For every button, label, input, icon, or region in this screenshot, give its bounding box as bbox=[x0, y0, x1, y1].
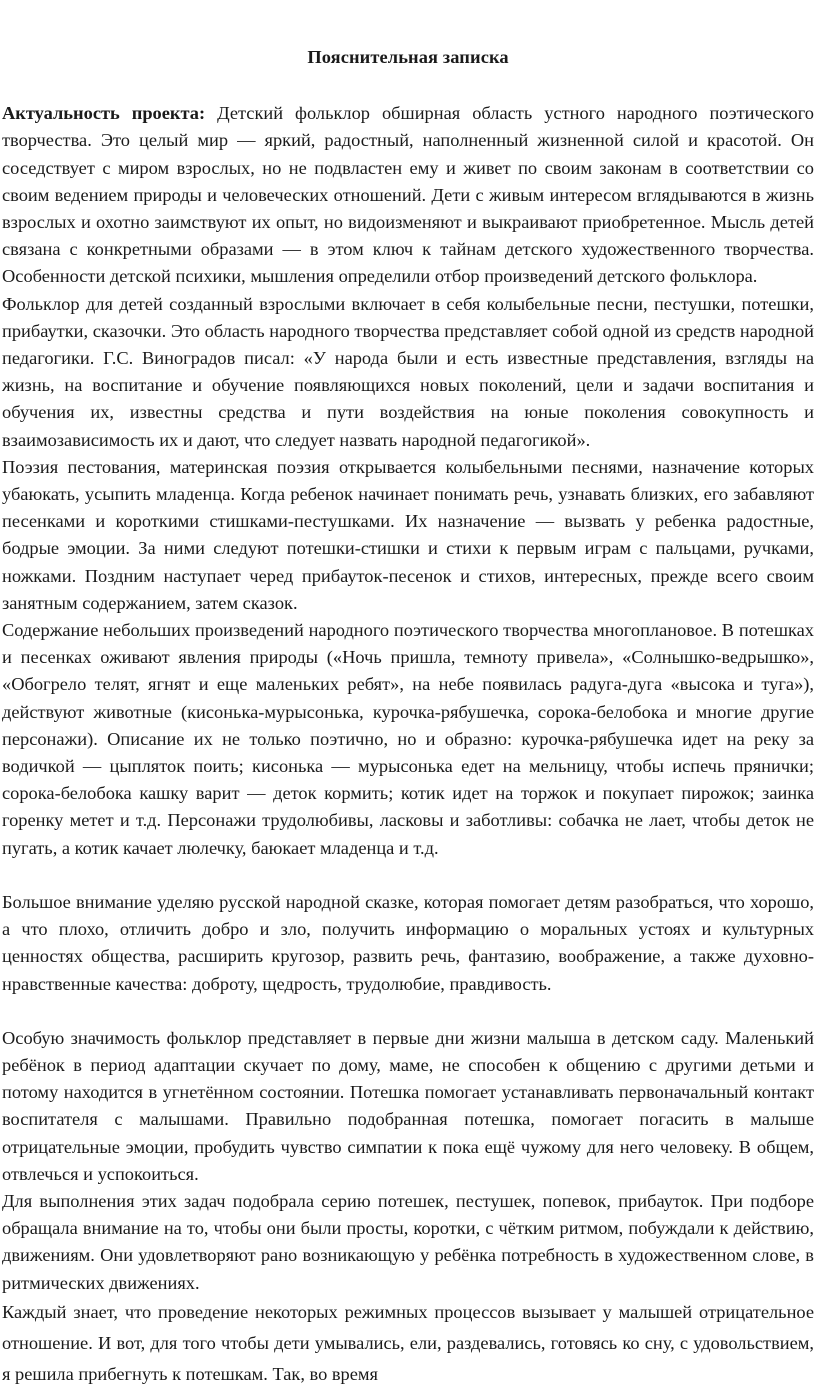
paragraph-relevance bbox=[2, 100, 814, 290]
paragraph-folklore-for-children: Фольклор для детей созданный взрослыми включает в себя колыбельные песни, пестушки, потешки, прибаутки, сказочки. Это область народного творчества представляет собой одной из средств народной педагогики. Г.С. Виноградов писал: «У народа были и есть известные представления, взгляды на жизнь, на воспитание и обучение появляющихся новых поколений, цели и задачи воспитания и обучения их, известны средства и пути воздействия на юные поколения совокупность и взаимозависимость их и дают, что следует назвать народной педагогикой». bbox=[2, 293, 814, 450]
paragraph-adaptation: Особую значимость фольклор представляет в первые дни жизни малыша в детском саду. Маленький ребёнок в период адаптации скучает по дому, маме, не способен к общению с другими детьми и потому находится в угнетённом состоянии. Потешка помогает устанавливать первоначальный контакт воспитателя с малышами. Правильно подобранная потешка, помогает погасить в малыше отрицательные эмоции, пробудить чувство симпатии к пока ещё чужому для него человеку. В общем, отвлечься и успокоиться. bbox=[2, 1027, 814, 1184]
lead-label: Актуальность проекта: bbox=[2, 103, 206, 124]
paragraph-text: Детский фольклор обширная область устного народного поэтического творчества. Это целый мир — яркий, радостный, наполненный жизненной силой и красотой. Он соседствует с миром взрослых, но не подвластен ему и живет по своим законам в соответствии со своим ведением природы и человеческих отношений. Дети с живым интересом вглядываются в жизнь взрослых и охотно заимствуют их опыт, но видоизменяют и выкраивают приобретенное. Мысль детей связана с конкретными образами — в этом ключ к тайнам детского художественного творчества. Особенности детской психики, мышления определили отбор произведений детского фольклора. bbox=[2, 103, 814, 287]
paragraph-nursing-poetry: Поэзия пестования, материнская поэзия открывается колыбельными песнями, назначение которых убаюкать, усыпить младенца. Когда ребенок начинает понимать речь, узнавать близких, его забавляют песенками и короткими стишками-пестушками. Их назначение — вызвать у ребенка радостные, бодрые эмоции. За ними следуют потешки-стишки и стихи к первым играм с пальцами, ручками, ножками. Поздним наступает черед прибауток-песенок и стихов, интересных, прежде всего своим занятным содержанием, затем сказок. bbox=[2, 456, 814, 613]
paragraph-routine: Каждый знает, что проведение некоторых режимных процессов вызывает у малышей отрицательное отношение. И вот, для того чтобы дети умывались, ели, раздевались, готовясь ко сну, с удовольствием, я решила прибегнуть к потешкам. Так, во время bbox=[2, 1301, 814, 1384]
paragraph-fairy-tale: Большое внимание уделяю русской народной сказке, которая помогает детям разобраться, что хорошо, а что плохо, отличить добро и зло, получить информацию о моральных устоях и культурных ценностях общества, расширить кругозор, развить речь, фантазию, воображение, а также духовно-нравственные качества: доброту, щедрость, трудолюбие, правдивость. bbox=[2, 891, 814, 994]
paragraph-spacer bbox=[2, 862, 814, 889]
paragraph-content: Содержание небольших произведений народного поэтического творчества многоплановое. В потешках и песенках оживают явления природы («Ночь пришла, темноту привела», «Солнышко-ведрышко», «Обогрело телят, ягнят и еще маленьких ребят», на небе появилась радуга-дуга «высока и туга»), действуют животные (кисонька-мурысонька, курочка-рябушечка, сорока-белобока и многие другие персонажи). Описание их не только поэтично, но и образно: курочка-рябушечка идет на реку за водичкой — цыпляток поить; кисонька — мурысонька едет на мельницу, чтобы испечь прянички; сорока-белобока кашку варит — деток кормить; котик идет на торжок и покупает пирожок; заинка горенку метет и т.д. Персонажи трудолюбивы, ласковы и заботливы: собачка не лает, чтобы деток не пугать, а котик качает люлечку, баюкает младенца и т.д. bbox=[2, 620, 814, 858]
paragraph-tasks: Для выполнения этих задач подобрала серию потешек, пестушек, попевок, прибауток. При подборе обращала внимание на то, чтобы они были просты, коротки, с чётким ритмом, побуждали к действию, движениям. Они удовлетворяют рано возникающую у ребёнка потребность в художественном слове, в ритмических движениях. bbox=[2, 1190, 814, 1293]
document-title: Пояснительная записка bbox=[307, 47, 509, 67]
paragraph-spacer bbox=[2, 998, 814, 1025]
